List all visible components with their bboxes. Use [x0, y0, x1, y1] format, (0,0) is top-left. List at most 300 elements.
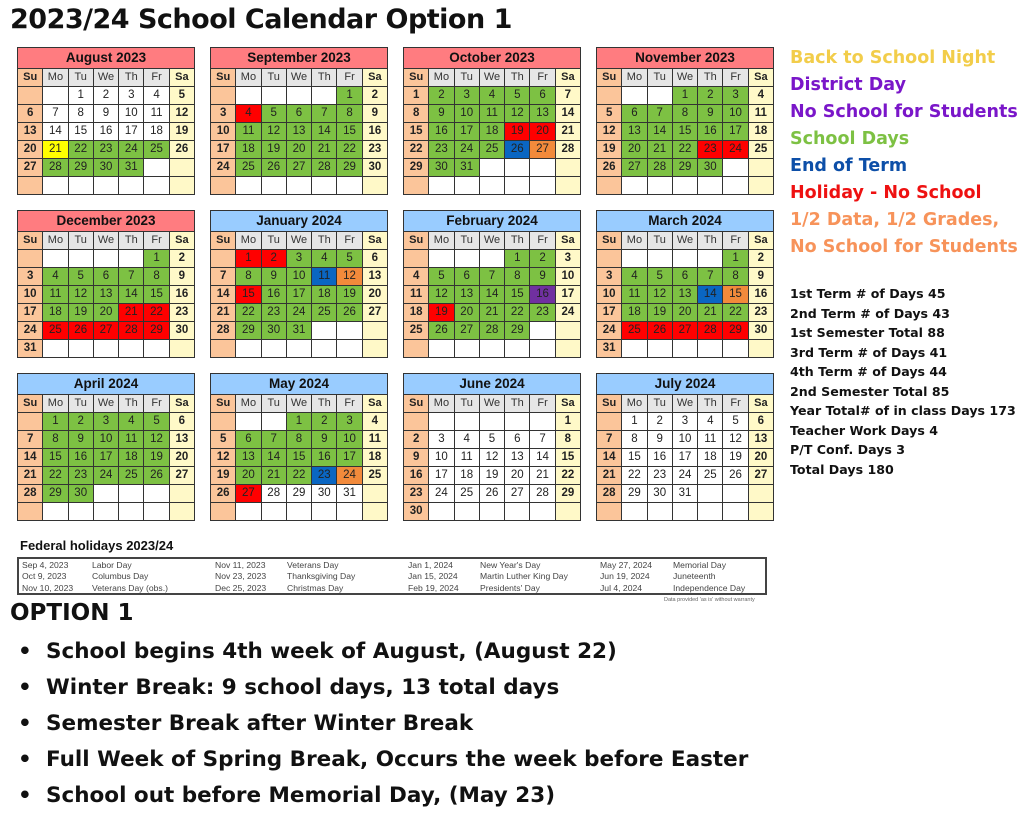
day-cell: 17 [429, 467, 453, 484]
weekday-header: Th [505, 395, 529, 412]
weekday-header: Su [404, 395, 428, 412]
day-cell-school: 15 [673, 123, 697, 140]
day-cell-school: 14 [119, 286, 143, 303]
weekday-header: Tu [648, 69, 672, 86]
day-cell: 20 [170, 449, 194, 466]
holiday-date: Nov 11, 2023 [215, 560, 266, 570]
weekday-header: Su [597, 232, 621, 249]
weekday-header: Sa [363, 395, 387, 412]
day-cell: 1 [556, 413, 580, 430]
day-cell-holiday: 27 [673, 322, 697, 339]
month-title: July 2024 [597, 374, 773, 394]
day-cell: 5 [597, 105, 621, 122]
day-cell-school: 20 [673, 304, 697, 321]
empty-cell [287, 177, 311, 194]
day-cell-school: 26 [429, 322, 453, 339]
day-cell-school: 16 [262, 286, 286, 303]
stat-line: Year Total# of in class Days 173 [790, 403, 1016, 418]
day-cell-school: 2 [312, 413, 336, 430]
day-cell-school: 6 [530, 87, 554, 104]
day-cell: 6 [749, 413, 773, 430]
stat-line: 4th Term # of Days 44 [790, 364, 947, 379]
weekday-header: Su [404, 232, 428, 249]
holiday-name: Columbus Day [92, 571, 149, 582]
day-cell-end-term: 26 [505, 141, 529, 158]
day-cell: 10 [673, 431, 697, 448]
day-cell-school: 30 [262, 322, 286, 339]
day-cell-school: 28 [43, 159, 67, 176]
month-title: December 2023 [18, 211, 194, 231]
day-cell-holiday: 23 [698, 141, 722, 158]
empty-cell [363, 177, 387, 194]
empty-cell [18, 250, 42, 267]
day-cell-school: 16 [69, 449, 93, 466]
day-cell: 19 [723, 449, 747, 466]
day-cell-half-data: 15 [723, 286, 747, 303]
day-cell: 1 [622, 413, 646, 430]
stat-line: P/T Conf. Days 3 [790, 442, 906, 457]
weekday-header: Fr [723, 232, 747, 249]
day-cell-school: 17 [455, 123, 479, 140]
holiday-name: New Year's Day [480, 560, 541, 570]
day-cell: 12 [597, 123, 621, 140]
day-cell-half-data: 24 [337, 467, 361, 484]
day-cell-school: 24 [287, 304, 311, 321]
weekday-header: Su [597, 395, 621, 412]
day-cell: 12 [170, 105, 194, 122]
day-cell: 19 [211, 467, 235, 484]
day-cell-school: 15 [287, 449, 311, 466]
empty-cell [648, 87, 672, 104]
empty-cell [622, 340, 646, 357]
day-cell: 18 [749, 123, 773, 140]
weekday-header: Sa [170, 232, 194, 249]
day-cell-school: 9 [698, 105, 722, 122]
empty-cell [622, 87, 646, 104]
day-cell-school: 3 [287, 250, 311, 267]
weekday-header: Mo [429, 232, 453, 249]
day-cell-school: 28 [648, 159, 672, 176]
day-cell-school: 26 [262, 159, 286, 176]
federal-holidays-title: Federal holidays 2023/24 [20, 538, 174, 553]
day-cell: 4 [363, 413, 387, 430]
weekday-header: Mo [622, 232, 646, 249]
empty-cell [18, 177, 42, 194]
day-cell-school: 12 [144, 431, 168, 448]
day-cell-school: 4 [43, 268, 67, 285]
day-cell-school: 14 [648, 123, 672, 140]
empty-cell [622, 177, 646, 194]
day-cell-school: 8 [144, 268, 168, 285]
empty-cell [673, 503, 697, 520]
empty-cell [530, 159, 554, 176]
weekday-header: Tu [455, 395, 479, 412]
weekday-header: Mo [622, 69, 646, 86]
day-cell-school: 5 [429, 268, 453, 285]
day-cell-holiday: 25 [622, 322, 646, 339]
bullet-item: • School out before Memorial Day, (May 23) [18, 778, 748, 814]
day-cell-school: 31 [119, 159, 143, 176]
holiday-date: Sep 4, 2023 [22, 560, 69, 570]
weekday-header: Th [698, 232, 722, 249]
day-cell: 13 [363, 268, 387, 285]
day-cell: 21 [211, 304, 235, 321]
empty-cell [43, 503, 67, 520]
day-cell: 3 [673, 413, 697, 430]
day-cell: 28 [211, 322, 235, 339]
day-cell: 26 [170, 141, 194, 158]
month-december-2023 [17, 210, 195, 358]
weekday-header: Fr [530, 69, 554, 86]
day-cell: 6 [170, 413, 194, 430]
empty-cell [480, 503, 504, 520]
empty-cell [404, 340, 428, 357]
day-cell: 10 [119, 105, 143, 122]
day-cell: 12 [480, 449, 504, 466]
day-cell-holiday: 28 [698, 322, 722, 339]
option-heading: OPTION 1 [10, 600, 134, 626]
month-title: March 2024 [597, 211, 773, 231]
empty-cell [723, 177, 747, 194]
day-cell: 14 [530, 449, 554, 466]
month-march-2024 [596, 210, 774, 358]
day-cell: 15 [622, 449, 646, 466]
day-cell-school: 23 [69, 467, 93, 484]
day-cell-school: 1 [337, 87, 361, 104]
day-cell-school: 31 [287, 322, 311, 339]
month-april-2024 [17, 373, 195, 521]
weekday-header: We [94, 232, 118, 249]
day-cell: 30 [170, 322, 194, 339]
day-cell-school: 8 [287, 431, 311, 448]
day-cell: 26 [211, 485, 235, 502]
weekday-header: Fr [144, 395, 168, 412]
day-cell-school: 14 [312, 123, 336, 140]
empty-cell [622, 503, 646, 520]
legend-item: End of Term [790, 156, 908, 176]
empty-cell [287, 503, 311, 520]
stat-line: Teacher Work Days 4 [790, 422, 939, 438]
weekday-header: Th [312, 395, 336, 412]
day-cell-holiday: 26 [648, 322, 672, 339]
federal-holiday-row [21, 571, 763, 582]
empty-cell [69, 503, 93, 520]
empty-cell [505, 503, 529, 520]
day-cell-school: 12 [262, 123, 286, 140]
day-cell-holiday: 26 [69, 322, 93, 339]
day-cell-school: 13 [287, 123, 311, 140]
day-cell: 14 [597, 449, 621, 466]
day-cell-school: 30 [698, 159, 722, 176]
day-cell: 21 [18, 467, 42, 484]
empty-cell [363, 485, 387, 502]
day-cell-school: 6 [94, 268, 118, 285]
weekday-header: Tu [262, 395, 286, 412]
legend-item: Holiday - No School [790, 183, 982, 203]
day-cell-school: 21 [262, 467, 286, 484]
day-cell-school: 9 [312, 431, 336, 448]
day-cell-school: 22 [673, 141, 697, 158]
day-cell-school: 17 [723, 123, 747, 140]
day-cell: 14 [43, 123, 67, 140]
empty-cell [505, 413, 529, 430]
empty-cell [530, 177, 554, 194]
day-cell-school: 1 [723, 250, 747, 267]
empty-cell [648, 177, 672, 194]
day-cell-holiday: 2 [262, 250, 286, 267]
day-cell-school: 13 [94, 286, 118, 303]
weekday-header: Sa [363, 232, 387, 249]
day-cell: 23 [404, 485, 428, 502]
day-cell: 22 [404, 141, 428, 158]
weekday-header: Tu [69, 69, 93, 86]
day-cell: 2 [404, 431, 428, 448]
weekday-header: We [480, 232, 504, 249]
empty-cell [597, 413, 621, 430]
day-cell-school: 1 [505, 250, 529, 267]
day-cell-holiday: 29 [723, 322, 747, 339]
day-cell: 4 [455, 431, 479, 448]
day-cell-school: 21 [312, 141, 336, 158]
day-cell-school: 31 [455, 159, 479, 176]
holiday-date: Oct 9, 2023 [22, 571, 67, 582]
empty-cell [287, 340, 311, 357]
day-cell-school: 19 [262, 141, 286, 158]
day-cell: 21 [530, 467, 554, 484]
day-cell-school: 2 [698, 87, 722, 104]
day-cell-school: 28 [480, 322, 504, 339]
day-cell-school: 15 [337, 123, 361, 140]
day-cell-school: 20 [455, 304, 479, 321]
day-cell-school: 26 [337, 304, 361, 321]
day-cell-school: 9 [262, 268, 286, 285]
empty-cell [94, 503, 118, 520]
day-cell: 11 [698, 431, 722, 448]
day-cell: 24 [556, 304, 580, 321]
day-cell-school: 18 [43, 304, 67, 321]
day-cell: 17 [673, 449, 697, 466]
empty-cell [480, 177, 504, 194]
weekday-header: We [480, 69, 504, 86]
weekday-header: Mo [43, 232, 67, 249]
empty-cell [170, 485, 194, 502]
weekday-header: Th [119, 395, 143, 412]
empty-cell [530, 413, 554, 430]
day-cell-holiday: 28 [119, 322, 143, 339]
empty-cell [18, 87, 42, 104]
day-cell-school: 1 [287, 413, 311, 430]
day-cell: 20 [18, 141, 42, 158]
empty-cell [698, 250, 722, 267]
empty-cell [170, 340, 194, 357]
day-cell-school: 12 [648, 286, 672, 303]
day-cell-holiday: 4 [236, 105, 260, 122]
weekday-header: We [673, 69, 697, 86]
day-cell-holiday: 15 [236, 286, 260, 303]
day-cell: 3 [18, 268, 42, 285]
day-cell-school: 25 [312, 304, 336, 321]
empty-cell [749, 485, 773, 502]
day-cell: 12 [211, 449, 235, 466]
day-cell: 6 [18, 105, 42, 122]
day-cell-school: 29 [673, 159, 697, 176]
day-cell: 25 [749, 141, 773, 158]
day-cell-school: 9 [69, 431, 93, 448]
day-cell: 14 [211, 286, 235, 303]
empty-cell [312, 87, 336, 104]
day-cell-school: 19 [337, 286, 361, 303]
weekday-header: Mo [43, 69, 67, 86]
weekday-header: Th [312, 232, 336, 249]
empty-cell [429, 503, 453, 520]
day-cell: 29 [287, 485, 311, 502]
day-cell: 5 [723, 413, 747, 430]
empty-cell [530, 340, 554, 357]
day-cell: 9 [404, 449, 428, 466]
day-cell: 26 [480, 485, 504, 502]
day-cell-school: 7 [312, 105, 336, 122]
day-cell: 7 [597, 431, 621, 448]
weekday-header: Sa [556, 232, 580, 249]
holiday-name: Memorial Day [673, 560, 727, 570]
weekday-header: Fr [337, 69, 361, 86]
day-cell-school: 21 [480, 304, 504, 321]
day-cell: 21 [556, 123, 580, 140]
day-cell: 27 [505, 485, 529, 502]
month-november-2023 [596, 47, 774, 195]
day-cell-school: 22 [236, 304, 260, 321]
day-cell-school: 17 [337, 449, 361, 466]
weekday-header: Tu [69, 395, 93, 412]
empty-cell [363, 322, 387, 339]
empty-cell [556, 503, 580, 520]
day-cell: 23 [648, 467, 672, 484]
day-cell: 3 [556, 250, 580, 267]
day-cell: 5 [211, 431, 235, 448]
empty-cell [43, 177, 67, 194]
day-cell-school: 8 [673, 105, 697, 122]
empty-cell [505, 340, 529, 357]
empty-cell [673, 177, 697, 194]
day-cell-school: 22 [287, 467, 311, 484]
empty-cell [597, 503, 621, 520]
empty-cell [312, 177, 336, 194]
day-cell: 9 [648, 431, 672, 448]
day-cell: 24 [597, 322, 621, 339]
empty-cell [170, 177, 194, 194]
day-cell: 3 [597, 268, 621, 285]
day-cell-school: 22 [723, 304, 747, 321]
holiday-date: Feb 19, 2024 [408, 582, 459, 593]
day-cell-school: 18 [312, 286, 336, 303]
day-cell: 10 [18, 286, 42, 303]
weekday-header: Fr [337, 395, 361, 412]
empty-cell [673, 250, 697, 267]
day-cell-school: 21 [698, 304, 722, 321]
day-cell: 4 [698, 413, 722, 430]
weekday-header: Th [698, 395, 722, 412]
day-cell-school: 19 [69, 304, 93, 321]
empty-cell [723, 340, 747, 357]
empty-cell [94, 250, 118, 267]
day-cell: 31 [18, 340, 42, 357]
empty-cell [211, 250, 235, 267]
weekday-header: Th [505, 232, 529, 249]
empty-cell [530, 322, 554, 339]
empty-cell [69, 340, 93, 357]
weekday-header: Mo [429, 395, 453, 412]
weekday-header: Sa [556, 69, 580, 86]
weekday-header: Mo [429, 69, 453, 86]
empty-cell [236, 413, 260, 430]
day-cell: 18 [455, 467, 479, 484]
empty-cell [236, 177, 260, 194]
empty-cell [337, 322, 361, 339]
day-cell-school: 16 [429, 123, 453, 140]
day-cell-school: 30 [429, 159, 453, 176]
day-cell: 30 [749, 322, 773, 339]
day-cell: 28 [262, 485, 286, 502]
day-cell-school: 11 [43, 286, 67, 303]
day-cell: 16 [363, 123, 387, 140]
weekday-header: Su [18, 395, 42, 412]
day-cell-holiday: 19 [505, 123, 529, 140]
empty-cell [337, 340, 361, 357]
day-cell-school: 8 [236, 268, 260, 285]
weekday-header: Su [597, 69, 621, 86]
stat-line: 2nd Semester Total 85 [790, 383, 950, 399]
empty-cell [363, 340, 387, 357]
empty-cell [455, 503, 479, 520]
empty-cell [211, 503, 235, 520]
empty-cell [18, 413, 42, 430]
empty-cell [94, 340, 118, 357]
day-cell-school: 1 [673, 87, 697, 104]
weekday-header: Su [18, 69, 42, 86]
holiday-date: Nov 10, 2023 [22, 582, 74, 593]
day-cell-school: 13 [673, 286, 697, 303]
empty-cell [144, 340, 168, 357]
day-cell: 1 [404, 87, 428, 104]
empty-cell [480, 250, 504, 267]
month-title: February 2024 [404, 211, 580, 231]
day-cell-school: 8 [337, 105, 361, 122]
empty-cell [119, 250, 143, 267]
day-cell: 17 [18, 304, 42, 321]
day-cell: 10 [597, 286, 621, 303]
day-cell: 16 [94, 123, 118, 140]
day-cell-school: 17 [287, 286, 311, 303]
day-cell: 13 [170, 431, 194, 448]
month-january-2024 [210, 210, 388, 358]
day-cell-school: 22 [505, 304, 529, 321]
weekday-header: Th [119, 232, 143, 249]
day-cell: 31 [337, 485, 361, 502]
day-cell: 17 [556, 286, 580, 303]
day-cell-school: 30 [94, 159, 118, 176]
day-cell-school: 10 [94, 431, 118, 448]
day-cell: 9 [94, 105, 118, 122]
weekday-header: We [480, 395, 504, 412]
day-cell: 11 [455, 449, 479, 466]
day-cell-school: 17 [94, 449, 118, 466]
day-cell-school: 29 [69, 159, 93, 176]
holiday-date: Nov 23, 2023 [215, 571, 267, 582]
day-cell: 24 [211, 159, 235, 176]
empty-cell [262, 503, 286, 520]
day-cell-school: 4 [480, 87, 504, 104]
empty-cell [312, 503, 336, 520]
